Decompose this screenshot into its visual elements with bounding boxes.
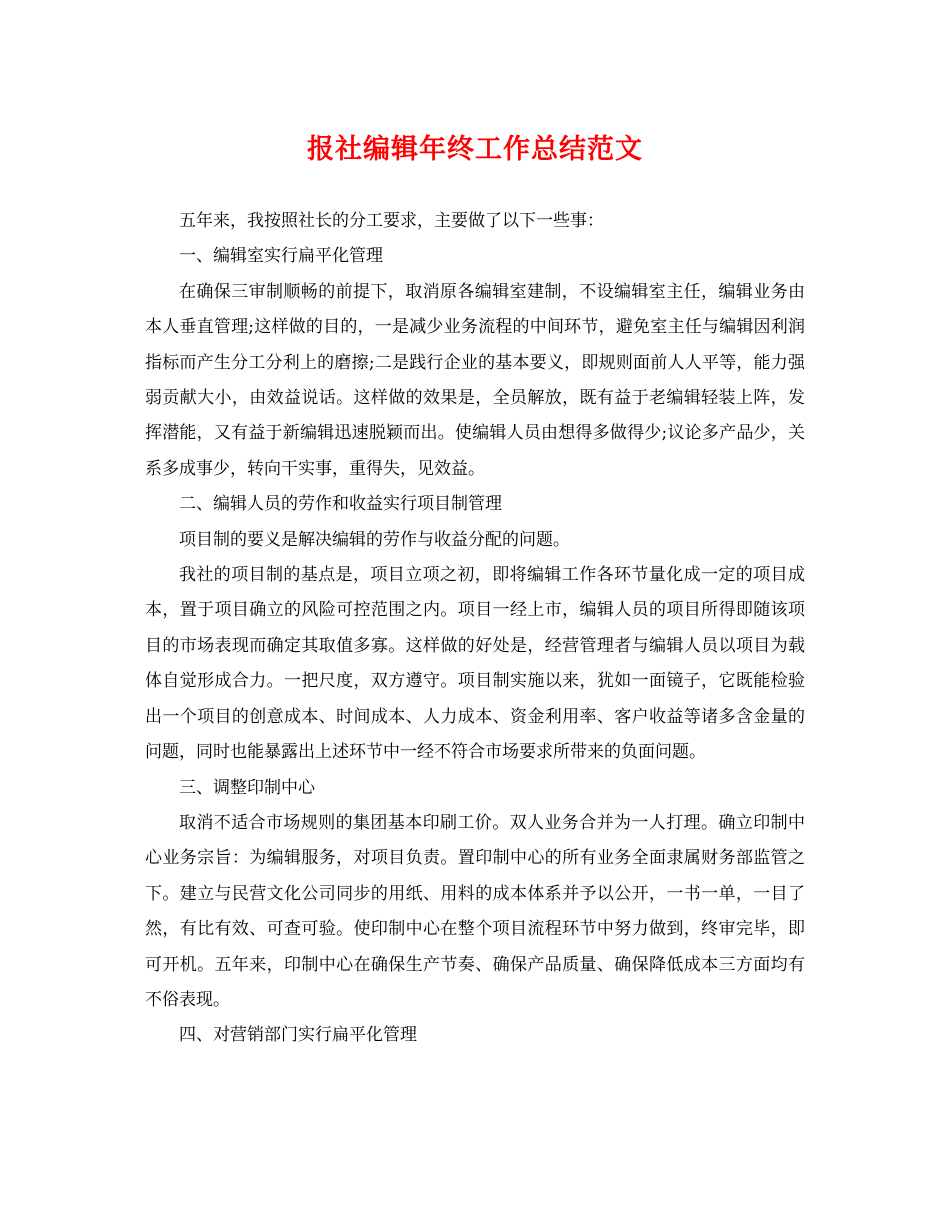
- document-title: 报社编辑年终工作总结范文: [307, 134, 643, 165]
- section-heading-3: 三、调整印制中心: [179, 777, 315, 798]
- section-heading-4: 四、对营销部门实行扁平化管理: [179, 1025, 417, 1046]
- paragraph-section-2-b: 我社的项目制的基点是，项目立项之初，即将编辑工作各环节量化成一定的项目成本，置于项目确立的风险可控范围之内。项目一经上市，编辑人员的项目所得即随该项目的市场表现而确定其取值多寡。这样做的好处是，经营管理者与编辑人员以项目为载体自觉形成合力。一把尺度，双方遵守。项目制实施以来，犹如一面镜子，它既能检验出一个项目的创意成本、时间成本、人力成本、资金利用率、客户收益等诸多含金量的问题，同时也能暴露出上述环节中一经不符合市场要求所带来的负面问题。: [145, 565, 805, 763]
- paragraph-intro: 五年来，我按照社长的分工要求，主要做了以下一些事：: [179, 211, 604, 231]
- section-heading-2: 二、编辑人员的劳作和收益实行项目制管理: [179, 494, 502, 515]
- document-body: [145, 204, 805, 1054]
- section-heading-1: 一、编辑室实行扁平化管理: [179, 246, 383, 267]
- paragraph-section-2-a: 项目制的要义是解决编辑的劳作与收益分配的问题。: [179, 529, 570, 550]
- paragraph-section-3: 取消不适合市场规则的集团基本印刷工价。双人业务合并为一人打理。确立印制中心业务宗旨：为编辑服务，对项目负责。置印制中心的所有业务全面隶属财务部监管之下。建立与民营文化公司同步的用纸、用料的成本体系并予以公开，一书一单，一目了然，有比有效、可查可验。使印制中心在整个项目流程环节中努力做到，终审完毕，即可开机。五年来，印制中心在确保生产节奏、确保产品质量、确保降低成本三方面均有不俗表现。: [145, 812, 805, 1010]
- paragraph-section-1: 在确保三审制顺畅的前提下，取消原各编辑室建制，不设编辑室主任，编辑业务由本人垂直管理;这样做的目的，一是减少业务流程的中间环节，避免室主任与编辑因利润指标而产生分工分利上的磨擦;二是践行企业的基本要义，即规则面前人人平等，能力强弱贡献大小，由效益说话。这样做的效果是，全员解放，既有益于老编辑轻装上阵，发挥潜能，又有益于新编辑迅速脱颖而出。使编辑人员由想得多做得少;议论多产品少，关系多成事少，转向干实事，重得失，见效益。: [145, 281, 805, 479]
